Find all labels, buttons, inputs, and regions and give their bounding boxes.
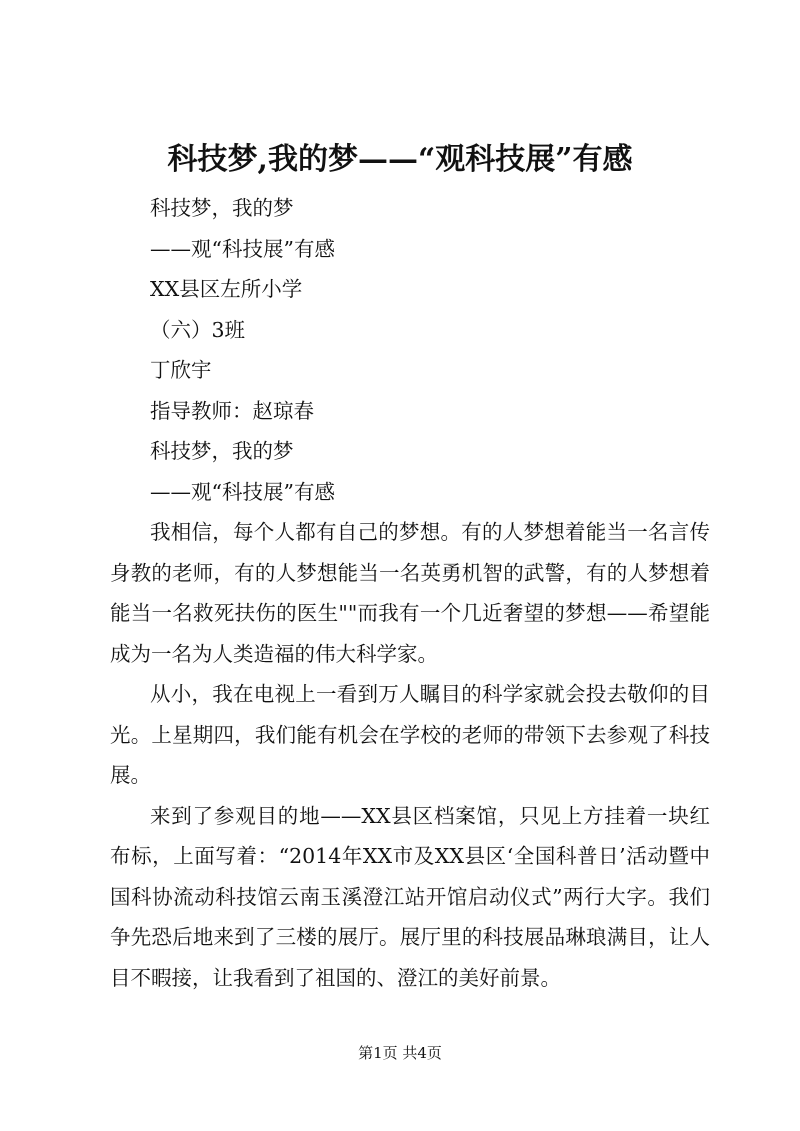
subtitle-line: ——观“科技展”有感 — [150, 236, 335, 261]
page-number: 第1页 共4页 — [358, 1044, 442, 1062]
document-title: 科技梦,我的梦——“观科技展”有感 — [167, 142, 633, 177]
body-paragraph: 我相信，每个人都有自己的梦想。有的人梦想着能当一名言传身教的老师，有的人梦想能当一名英勇机智的武警，有的人梦想着能当一名救死扶伤的医生""而我有一个几近奢望的梦想——希望能成为一名为人类造福的伟大科学家。 — [110, 520, 710, 666]
subtitle-line: 科技梦，我的梦 — [150, 196, 294, 220]
page-footer — [0, 1043, 800, 1063]
teacher-line: 指导教师：赵琼春 — [150, 398, 314, 423]
school-line: XX县区左所小学 — [150, 277, 303, 301]
body-paragraph: 从小，我在电视上一看到万人瞩目的科学家就会投去敬仰的目光。上星期四，我们能有机会在学校的老师的带领下去参观了科技展。 — [110, 682, 710, 787]
subtitle-line: ——观“科技展”有感 — [150, 479, 335, 504]
subtitle-line: 科技梦，我的梦 — [150, 439, 294, 463]
body-paragraph: 来到了参观目的地——XX县区档案馆，只见上方挂着一块红布标，上面写着：“2014年XX市及XX县区‘全国科普日’活动暨中国科协流动科技馆云南玉溪澄江站开馆启动仪式”两行大字。我们争先恐后地来到了三楼的展厅。展厅里的科技展品琳琅满目，让人目不暇接，让我看到了祖国的、澄江的美好前景。 — [110, 803, 710, 990]
author-line: 丁欣宇 — [150, 358, 212, 382]
document-body — [110, 188, 710, 998]
class-line: （六）3班 — [150, 317, 246, 342]
